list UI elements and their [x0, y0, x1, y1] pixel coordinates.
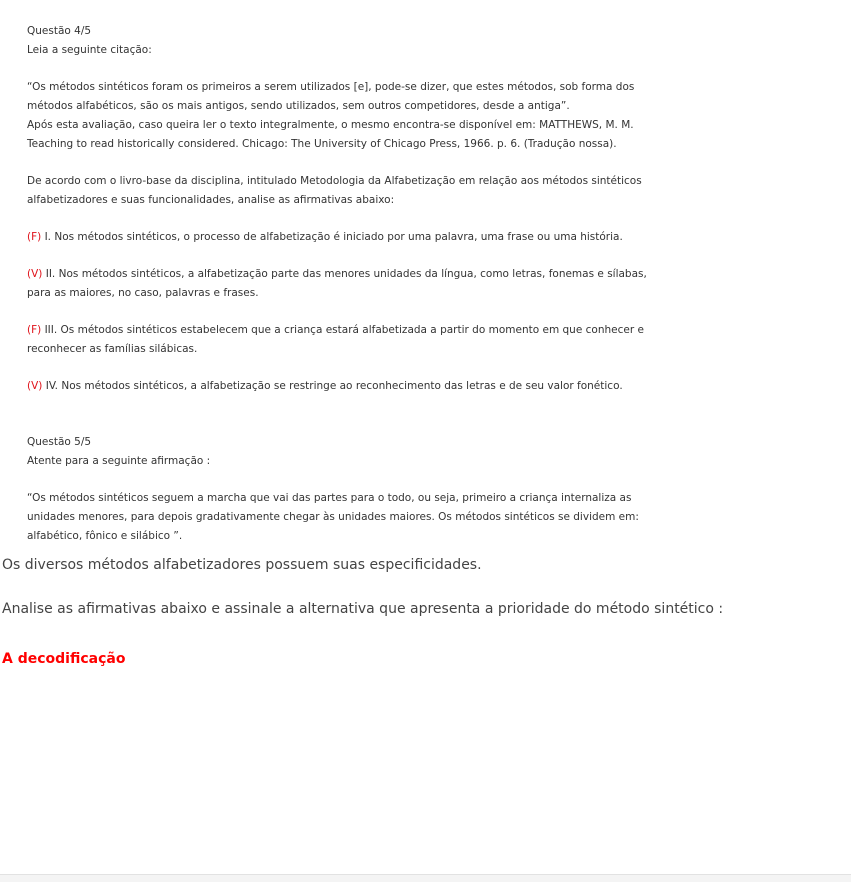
instruction-line: De acordo com o livro-base da disciplina, intitulado Metodologia da Alfabetização em relação aos métodos sintéticos [27, 175, 642, 187]
quote-line: Teaching to read historically considered. Chicago: The University of Chicago Press, 1966. p. 6. (Tradução nossa). [27, 138, 617, 150]
statement-line [27, 377, 827, 396]
false-tag: (F) [27, 231, 42, 243]
question-4-intro: Leia a seguinte citação: [27, 44, 152, 56]
statement-text: III. Os métodos sintéticos estabelecem que a criança estará alfabetizada a partir do momento em que conhecer e [44, 324, 644, 336]
question-4 [0, 22, 851, 396]
question-5-question: Analise as afirmativas abaixo e assinale a alternativa que apresenta a prioridade do método sintético : [2, 601, 724, 617]
statement-3 [0, 321, 851, 359]
question-5 [0, 433, 851, 669]
statement-line [27, 228, 827, 247]
question-5-title: Questão 5/5 [27, 436, 92, 448]
quote-line: Após esta avaliação, caso queira ler o texto integralmente, o mesmo encontra-se disponível em: MATTHEWS, M. M. [27, 119, 634, 131]
statement-line [27, 321, 827, 340]
statement-line: para as maiores, no caso, palavras e frases. [27, 287, 259, 299]
question-4-quote [0, 78, 851, 154]
quote-line: “Os métodos sintéticos seguem a marcha que vai das partes para o todo, ou seja, primeiro a criança internaliza as [27, 492, 632, 504]
statement-1 [0, 228, 851, 247]
answer-text: A decodificação [2, 651, 126, 667]
statement-text: II. Nos métodos sintéticos, a alfabetização parte das menores unidades da língua, como letras, fonemas e sílabas, [45, 268, 647, 280]
statement-line [27, 265, 827, 284]
quote-line: métodos alfabéticos, são os mais antigos, sendo utilizados, sem outros competidores, desde a antiga”. [27, 100, 570, 112]
statement-line: reconhecer as famílias silábicas. [27, 343, 198, 355]
quote-line: unidades menores, para depois gradativamente chegar às unidades maiores. Os métodos sintéticos se dividem em: [27, 511, 639, 523]
question-4-instruction [0, 172, 851, 210]
true-tag: (V) [27, 268, 43, 280]
true-tag: (V) [27, 380, 43, 392]
statement-text: IV. Nos métodos sintéticos, a alfabetização se restringe ao reconhecimento das letras e de seu valor fonético. [45, 380, 623, 392]
statement-2 [0, 265, 851, 303]
quote-line: “Os métodos sintéticos foram os primeiros a serem utilizados [e], pode-se dizer, que estes métodos, sob forma dos [27, 81, 635, 93]
question-5-intro: Atente para a seguinte afirmação : [27, 455, 211, 467]
question-5-statement: Os diversos métodos alfabetizadores possuem suas especificidades. [2, 557, 482, 573]
question-4-title: Questão 4/5 [27, 25, 92, 37]
question-5-quote [0, 489, 851, 546]
false-tag: (F) [27, 324, 42, 336]
instruction-line: alfabetizadores e suas funcionalidades, analise as afirmativas abaixo: [27, 194, 395, 206]
bottom-bar [0, 874, 851, 882]
statement-text: I. Nos métodos sintéticos, o processo de alfabetização é iniciado por uma palavra, uma frase ou uma história. [44, 231, 623, 243]
statement-4 [0, 377, 851, 396]
quote-line: alfabético, fônico e silábico ”. [27, 530, 183, 542]
